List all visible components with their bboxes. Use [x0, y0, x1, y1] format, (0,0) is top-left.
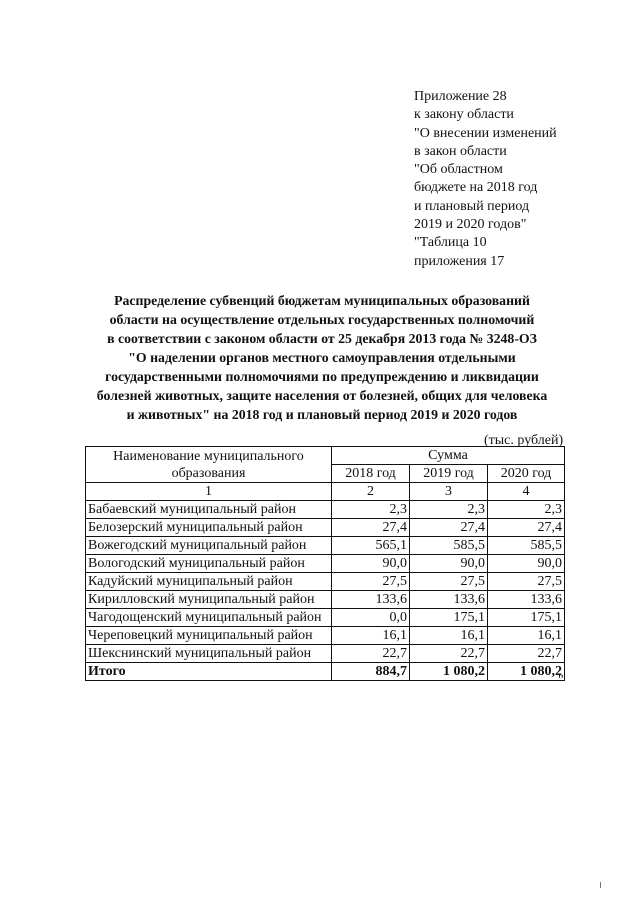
value-2020: 585,5 [488, 537, 565, 555]
value-2020: 22,7 [488, 645, 565, 663]
value-2020: 1 080,2 [488, 663, 565, 681]
district-name: Вологодский муниципальный район [86, 555, 332, 573]
value-2019: 175,1 [410, 609, 488, 627]
total-row [86, 663, 565, 681]
value-2018: 90,0 [332, 555, 410, 573]
value-2019: 16,1 [410, 627, 488, 645]
appendix-line: Приложение 28 [414, 89, 507, 104]
value-2018: 0,0 [332, 609, 410, 627]
title-line: области на осуществление отдельных государственных полномочий [109, 312, 535, 327]
value-2018: 16,1 [332, 627, 410, 645]
value-2018: 22,7 [332, 645, 410, 663]
table-row [86, 591, 565, 609]
appendix-line: к закону области [414, 107, 514, 123]
value-2018: 133,6 [332, 591, 410, 609]
header-year-2019: 2019 год [410, 465, 488, 483]
title-line: болезней животных, защите населения от болезней, общих для человека [96, 388, 548, 403]
table-row [86, 609, 565, 627]
value-2020: 2,3 [488, 501, 565, 519]
district-name: Итого [86, 663, 332, 681]
value-2020: 90,0 [488, 555, 565, 573]
table-row [86, 537, 565, 555]
value-2019: 90,0 [410, 555, 488, 573]
document-title [60, 291, 584, 424]
table-row [86, 519, 565, 537]
appendix-line: и плановый период [414, 198, 530, 214]
appendix-line: в закон области [414, 143, 507, 159]
scan-mark [600, 882, 601, 888]
district-name: Череповецкий муниципальный район [86, 627, 332, 645]
column-number: 2 [332, 483, 410, 501]
district-name: Бабаевский муниципальный район [86, 501, 332, 519]
appendix-block [414, 88, 614, 271]
appendix-line: приложения 17 [414, 253, 505, 269]
table-row [86, 573, 565, 591]
table-row [86, 627, 565, 645]
appendix-line: "Таблица 10 [414, 235, 487, 251]
value-2019: 2,3 [410, 501, 488, 519]
header-row [86, 447, 565, 465]
district-name: Вожегодский муниципальный район [86, 537, 332, 555]
value-2018: 27,4 [332, 519, 410, 537]
table-row [86, 645, 565, 663]
column-number: 1 [86, 483, 332, 501]
value-2020: 175,1 [488, 609, 565, 627]
column-number: 4 [488, 483, 565, 501]
district-name: Кирилловский муниципальный район [86, 591, 332, 609]
title-line: в соответствии с законом области от 25 декабря 2013 года № 3248-ОЗ [107, 331, 537, 346]
value-2019: 133,6 [410, 591, 488, 609]
header-name: Наименование муниципального образования [86, 447, 332, 483]
header-year-2020: 2020 год [488, 465, 565, 483]
column-number: 3 [410, 483, 488, 501]
value-2020: 133,6 [488, 591, 565, 609]
district-name: Кадуйский муниципальный район [86, 573, 332, 591]
value-2019: 1 080,2 [410, 663, 488, 681]
appendix-line: 2019 и 2020 годов" [414, 217, 527, 233]
value-2020: 16,1 [488, 627, 565, 645]
value-2020: 27,5 [488, 573, 565, 591]
title-line: "О наделении органов местного самоуправления отдельными [128, 350, 516, 365]
title-line: Распределение субвенций бюджетам муниципальных образований [114, 293, 530, 308]
value-2018: 27,5 [332, 573, 410, 591]
value-2020: 27,4 [488, 519, 565, 537]
district-name: Шекснинский муниципальный район [86, 645, 332, 663]
header-year-2018: 2018 год [332, 465, 410, 483]
value-2018: 565,1 [332, 537, 410, 555]
subvention-table [85, 446, 565, 681]
district-name: Белозерский муниципальный район [86, 519, 332, 537]
value-2018: 2,3 [332, 501, 410, 519]
title-line: государственными полномочиями по предупреждению и ликвидации [105, 369, 539, 384]
appendix-line: "О внесении изменений [414, 125, 557, 141]
appendix-line: "Об областном [414, 162, 503, 178]
column-number-row [86, 483, 565, 501]
value-2018: 884,7 [332, 663, 410, 681]
value-2019: 22,7 [410, 645, 488, 663]
value-2019: 27,4 [410, 519, 488, 537]
table-row [86, 555, 565, 573]
units-label: (тыс. рублей) [484, 433, 564, 448]
appendix-line: бюджете на 2018 год [414, 180, 538, 196]
district-name: Чагодощенский муниципальный район [86, 609, 332, 627]
header-sum: Сумма [332, 447, 565, 465]
closing-quote: " [558, 673, 564, 688]
value-2019: 585,5 [410, 537, 488, 555]
table-row [86, 501, 565, 519]
title-line: и животных" на 2018 год и плановый период 2019 и 2020 годов [126, 407, 518, 422]
value-2019: 27,5 [410, 573, 488, 591]
